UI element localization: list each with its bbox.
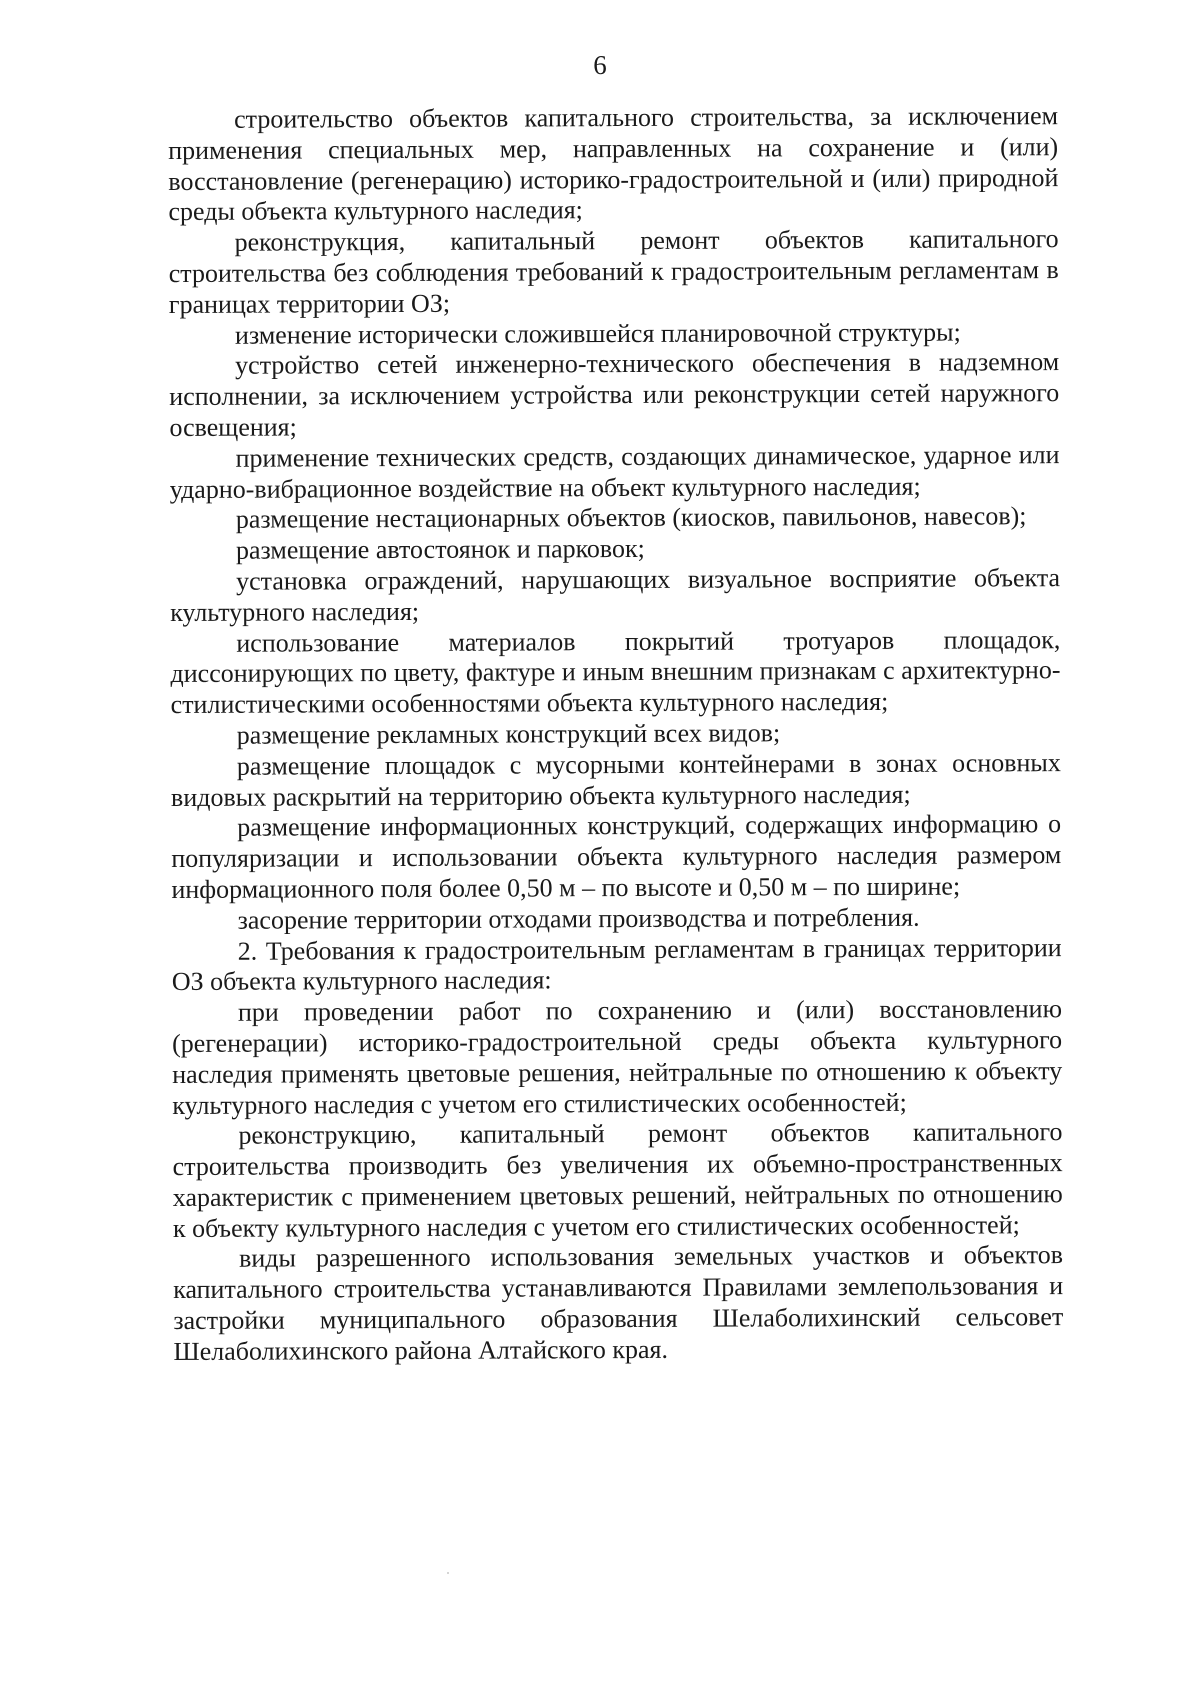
paragraph-9: использование материалов покрытий тротуаров площадок, диссонирующих по цвету, фактуре и иным внешним признакам с архитектурно-стилистическими особенностями объекта культурного наследия; — [170, 624, 1061, 720]
paragraph-6: размещение нестационарных объектов (киосков, павильонов, навесов); — [235, 501, 1027, 535]
paragraph-2: реконструкция, капитальный ремонт объектов капитального строительства без соблюдения требований к градостроительным регламентам в границах территории ОЗ; — [168, 224, 1059, 319]
paragraph-13: засорение территории отходами производства и потребления. — [237, 902, 920, 935]
paragraph-10: размещение рекламных конструкций всех видов; — [236, 718, 781, 750]
paragraph-12: размещение информационных конструкций, содержащих информацию о популяризации и использовании объекта культурного наследия размером информационного поля более 0,50 м – по высоте и 0,50 м – по ширине; — [171, 809, 1062, 904]
paragraph-15: при проведении работ по сохранению и (или) восстановлению (регенерации) историко-градостроительной среды объекта культурного наследия применять цветовые решения, нейтральные по отношению к объекту культурного наследия с учетом его стилистических особенностей; — [172, 994, 1063, 1120]
paragraph-17: виды разрешенного использования земельных участков и объектов капитального строительства устанавливаются Правилами землепользования и застройки муниципального образования Шелаболихинский сельсовет Шелаболихинского района Алтайского края. — [173, 1240, 1064, 1366]
paragraph-14: 2. Требования к градостроительным регламентам в границах территории ОЗ объекта культурного наследия: — [171, 932, 1062, 997]
page-number: 6 — [593, 50, 607, 80]
paragraph-8: установка ограждений, нарушающих визуальное восприятие объекта культурного наследия; — [170, 563, 1061, 627]
paragraph-1: строительство объектов капитального строительства, за исключением применения специальных мер, направленных на сохранение и (или) восстановление (регенерацию) историко-градостроительной и (или) природной среды объекта культурного наследия; — [168, 101, 1059, 227]
paragraph-5: применение технических средств, создающих динамическое, ударное или ударно-вибрационное воздействие на объект культурного наследия; — [169, 439, 1060, 504]
paragraph-11: размещение площадок с мусорными контейнерами в зонах основных видовых раскрытий на территорию объекта культурного наследия; — [170, 747, 1061, 812]
paragraph-16: реконструкцию, капитальный ремонт объектов капитального строительства производить без увеличения их объемно-пространственных характеристик с применением цветовых решений, нейтральных по отношению к объекту культурного наследия с учетом его стилистических особенностей; — [172, 1117, 1063, 1243]
paragraph-4: устройство сетей инженерно-технического обеспечения в надземном исполнении, за исключением устройства или реконструкции сетей наружного освещения; — [169, 347, 1060, 442]
paragraph-3: изменение исторически сложившейся планировочной структуры; — [234, 317, 961, 350]
document-body — [168, 101, 1064, 1368]
scan-speck — [447, 1572, 449, 1574]
paragraph-7: размещение автостоянок и парковок; — [235, 534, 645, 565]
